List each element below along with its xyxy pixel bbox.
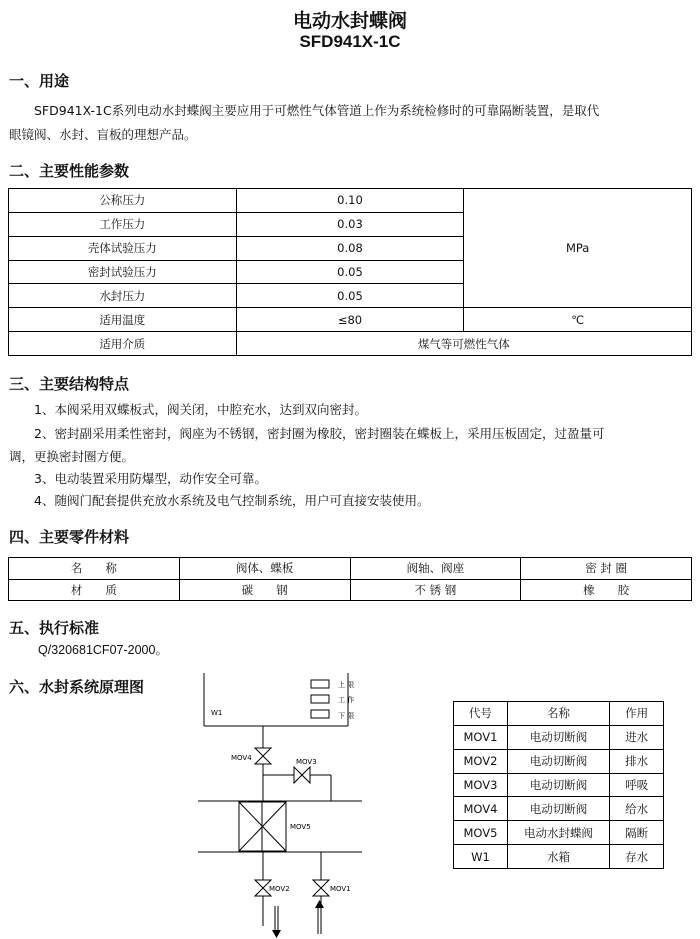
- section-params-heading: 二、主要性能参数: [9, 162, 130, 180]
- table-row: [9, 189, 692, 213]
- standard-text: Q/320681CF07-2000。: [38, 643, 168, 657]
- legend-function: 存水: [610, 845, 664, 869]
- water-seal-schematic: [190, 668, 370, 939]
- material-header-cell: 名 称: [9, 558, 180, 580]
- param-name: 公称压力: [9, 189, 237, 213]
- material-header-cell: 阀轴、阀座: [350, 558, 521, 580]
- legend-function: 进水: [610, 725, 664, 749]
- usage-line-2: 眼镜阀、水封、盲板的理想产品。: [9, 127, 197, 142]
- legend-code: MOV5: [454, 821, 508, 845]
- legend-header-cell: 代号: [454, 702, 508, 726]
- table-row: [454, 845, 664, 869]
- legend-name: 电动切断阀: [507, 773, 609, 797]
- param-unit-mpa: MPa: [464, 189, 692, 308]
- param-value: 0.05: [236, 284, 464, 308]
- legend-header-cell: 作用: [610, 702, 664, 726]
- section-diagram-heading: 六、水封系统原理图: [9, 678, 145, 696]
- params-table: [8, 188, 692, 356]
- legend-code: MOV3: [454, 773, 508, 797]
- legend-header-cell: 名称: [507, 702, 609, 726]
- legend-code: MOV2: [454, 749, 508, 773]
- legend-name: 电动切断阀: [507, 797, 609, 821]
- usage-line-1: SFD941X-1C系列电动水封蝶阀主要应用于可燃性气体管道上作为系统检修时的可靠隔断装置，是取代: [34, 103, 600, 118]
- page-title: 电动水封蝶阀: [292, 10, 407, 32]
- material-cell: 碳 钢: [179, 579, 350, 601]
- label-mov3: MOV3: [296, 758, 317, 766]
- feature-2b: 调，更换密封圈方便。: [9, 449, 135, 464]
- section-usage-heading: 一、用途: [9, 72, 70, 90]
- legend-function: 排水: [610, 749, 664, 773]
- legend-code: MOV4: [454, 797, 508, 821]
- param-name: 水封压力: [9, 284, 237, 308]
- label-working-level: 工 作: [338, 696, 355, 704]
- material-header-cell: 密 封 圈: [521, 558, 692, 580]
- legend-code: MOV1: [454, 725, 508, 749]
- label-mov2: MOV2: [269, 885, 290, 893]
- label-lower-limit: 下 限: [338, 712, 355, 720]
- materials-table: [8, 557, 692, 601]
- legend-function: 给水: [610, 797, 664, 821]
- table-row: [9, 308, 692, 332]
- param-value: 0.03: [236, 212, 464, 236]
- label-mov1: MOV1: [330, 885, 351, 893]
- label-w1: W1: [211, 709, 223, 717]
- legend-code: W1: [454, 845, 508, 869]
- table-row: [9, 579, 692, 601]
- table-row: [454, 702, 664, 726]
- legend-table: [453, 701, 664, 869]
- table-row: [454, 749, 664, 773]
- feature-3: 3、电动装置采用防爆型，动作安全可靠。: [34, 471, 267, 486]
- section-structure-heading: 三、主要结构特点: [9, 375, 130, 393]
- feature-4: 4、随阀门配套提供充放水系统及电气控制系统，用户可直接安装使用。: [34, 493, 430, 508]
- param-value: 煤气等可燃性气体: [236, 332, 691, 356]
- material-cell: 材 质: [9, 579, 180, 601]
- table-row: [454, 797, 664, 821]
- material-cell: 橡 胶: [521, 579, 692, 601]
- legend-name: 电动水封蝶阀: [507, 821, 609, 845]
- param-name: 密封试验压力: [9, 260, 237, 284]
- label-mov5: MOV5: [290, 823, 311, 831]
- legend-name: 电动切断阀: [507, 749, 609, 773]
- param-value: 0.08: [236, 236, 464, 260]
- table-row: [454, 821, 664, 845]
- table-row: [9, 558, 692, 580]
- param-name: 适用介质: [9, 332, 237, 356]
- material-cell: 不 锈 钢: [350, 579, 521, 601]
- param-value: 0.05: [236, 260, 464, 284]
- legend-name: 电动切断阀: [507, 725, 609, 749]
- table-row: [9, 332, 692, 356]
- table-row: [454, 773, 664, 797]
- model-number: SFD941X-1C: [299, 32, 401, 51]
- legend-name: 水箱: [507, 845, 609, 869]
- param-value: 0.10: [236, 189, 464, 213]
- section-materials-heading: 四、主要零件材料: [9, 528, 130, 546]
- legend-function: 呼吸: [610, 773, 664, 797]
- param-name: 适用温度: [9, 308, 237, 332]
- label-mov4: MOV4: [231, 754, 252, 762]
- table-row: [454, 725, 664, 749]
- section-standard-heading: 五、执行标准: [9, 619, 100, 637]
- param-name: 工作压力: [9, 212, 237, 236]
- feature-2a: 2、密封副采用柔性密封，阀座为不锈钢，密封圈为橡胶，密封圈装在蝶板上，采用压板固定，过盈量可: [34, 426, 605, 441]
- feature-1: 1、本阀采用双蝶板式，阀关闭，中腔充水，达到双向密封。: [34, 402, 367, 417]
- material-header-cell: 阀体、蝶板: [179, 558, 350, 580]
- param-name: 壳体试验压力: [9, 236, 237, 260]
- legend-function: 隔断: [610, 821, 664, 845]
- label-upper-limit: 上 限: [338, 681, 355, 689]
- param-unit-celsius: ℃: [464, 308, 692, 332]
- param-value: ≤80: [236, 308, 464, 332]
